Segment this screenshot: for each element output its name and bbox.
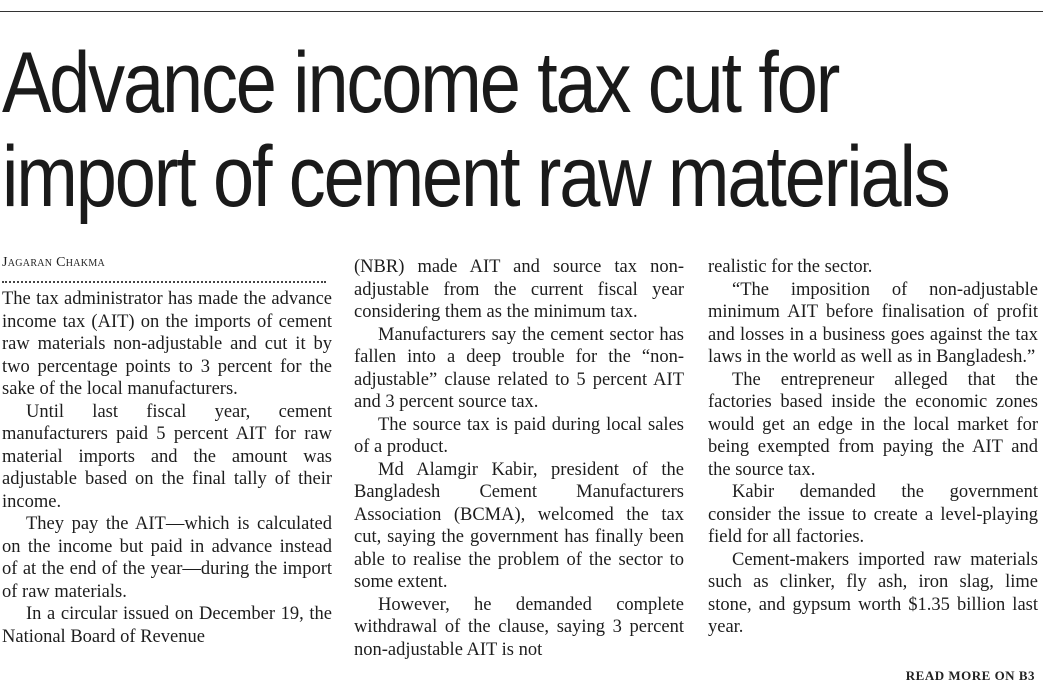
article-column-1 xyxy=(2,288,332,648)
byline-divider xyxy=(2,281,326,283)
top-rule xyxy=(0,11,1043,12)
headline xyxy=(2,35,949,225)
paragraph: The entrepreneur alleged that the factories based inside the economic zones would get an edge in the local market for being exempted from paying the AIT and the source tax. xyxy=(708,369,1038,480)
headline-line-2: import of cement raw materials xyxy=(2,129,949,225)
read-more-link[interactable]: READ MORE ON B3 xyxy=(905,668,1035,683)
paragraph: They pay the AIT—which is calculated on the income but paid in advance instead of at the end of the year—during the import of raw materials. xyxy=(2,514,332,602)
paragraph: Cement-makers imported raw materials such as clinker, fly ash, iron slag, lime stone, and gypsum worth $1.35 billion last year. xyxy=(708,549,1038,637)
article-column-3 xyxy=(708,256,1038,639)
paragraph: The source tax is paid during local sales of a product. xyxy=(354,414,684,457)
byline: Jagaran Chakma xyxy=(2,255,106,270)
paragraph: (NBR) made AIT and source tax non-adjustable from the current fiscal year considering them as the minimum tax. xyxy=(354,257,684,322)
paragraph: realistic for the sector. xyxy=(708,257,873,277)
paragraph: The tax administrator has made the advance income tax (AIT) on the imports of cement raw materials non-adjustable and cut it by two percentage points to 3 percent for the sake of the local manufacturers. xyxy=(2,289,332,399)
paragraph: “The imposition of non-adjustable minimum AIT before finalisation of profit and losses in a business goes against the tax laws in the world as well as in Bangladesh.” xyxy=(708,279,1038,367)
paragraph: Kabir demanded the government consider the issue to create a level-playing field for all factories. xyxy=(708,482,1038,547)
paragraph: In a circular issued on December 19, the National Board of Revenue xyxy=(2,604,332,647)
article-column-2 xyxy=(354,256,684,661)
paragraph: Manufacturers say the cement sector has fallen into a deep trouble for the “non-adjustable” clause related to 5 percent AIT and 3 percent source tax. xyxy=(354,324,684,412)
paragraph: However, he demanded complete withdrawal of the clause, saying 3 percent non-adjustable AIT is not xyxy=(354,594,684,660)
paragraph: Md Alamgir Kabir, president of the Bangladesh Cement Manufacturers Association (BCMA), welcomed the tax cut, saying the government has finally been able to realise the problem of the sector to some extent. xyxy=(354,459,684,592)
headline-line-1: Advance income tax cut for xyxy=(2,35,839,131)
paragraph: Until last fiscal year, cement manufacturers paid 5 percent AIT for raw material imports and the amount was adjustable based on the final tally of their income. xyxy=(2,401,332,512)
